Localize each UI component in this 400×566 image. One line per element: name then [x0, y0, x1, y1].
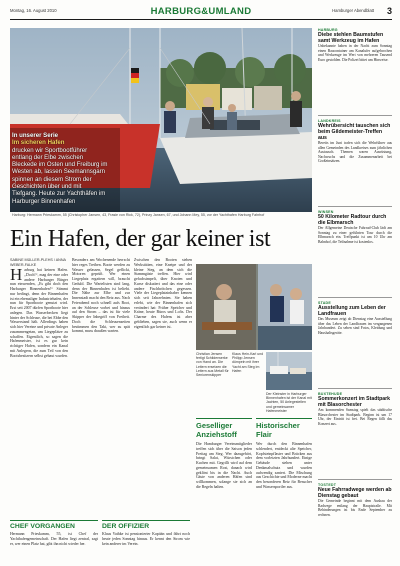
- sidebar-headline: 50 Kilometer Radtour durch die Elbmarsch: [318, 214, 387, 226]
- section-title-geselliger: Geselliger Anziehstoff: [196, 421, 237, 439]
- canal-photo-image: [266, 352, 312, 390]
- section-flair: [256, 418, 312, 552]
- footer-mid-title: DER OFFIZIER: [102, 523, 150, 530]
- footer-rule: [102, 520, 190, 521]
- workshop-caption: Christian Jensen fertigt Schilderwerke von Hand an. Die Leitern ersetzen die Leitern aus Metall für Seniorenskipper: [196, 352, 229, 378]
- section-rule: [196, 418, 252, 419]
- sidebar-kicker: TOSTEDT: [318, 483, 337, 487]
- sidebar-kicker: WINSEN: [318, 210, 334, 214]
- article-column-2: [72, 258, 130, 516]
- section-title: HARBURG&UMLAND: [150, 6, 252, 17]
- sidebar-headline: Sommerkonzert im Stadtpark mit Blasorchester: [318, 396, 391, 408]
- canal-caption: Der Kleinster in Harburger Binnenhafen ist der Kanal mit Jachten, 50 Anlegestellen und gemeinsamer Hafenmeister: [266, 392, 312, 413]
- canal-photo: [266, 352, 312, 390]
- footer-rule: [10, 520, 98, 521]
- sidebar-item: [318, 28, 392, 112]
- footer-left-title: CHEF VORGANGEN: [10, 523, 75, 530]
- sidebar-headline: Wehrübersicht tauschen sich beim Gildemeister-Treffen aus: [318, 123, 391, 141]
- news-sidebar: [318, 28, 392, 558]
- sidebar-headline: Neue Fahrradwege werden ab Dienstag gebaut: [318, 487, 392, 499]
- paper-name: Hamburger Abendblatt: [332, 8, 374, 13]
- sidebar-divider: [318, 479, 392, 480]
- article-column-1: [10, 268, 68, 516]
- article-col2-text: Besonders am Wochenende herrscht hier reges Treiben. Boote werden zu Wasser gelassen, Segel geflickt, Motoren geprüft. Wer einen Liegeplatz ergattern will, braucht Geduld. Die Wartelisten sind lang, denn der Binnenhafen ist beliebt. Die Nähe zur Elbe und zur Innenstadt macht den Reiz aus. Nach Feierabend noch schnell aufs Boot, an der Schleuse vorbei und hinaus auf den Strom – das ist für viele Skipper der Inbegriff von Freiheit. Doch die Schleusenzeiten bestimmen den Takt, wer zu spät kommt, muss draußen warten.: [72, 258, 130, 334]
- sidebar-text: Der Allgemeine Deutsche Fahrrad-Club lädt am Sonntag zu einer geführten Tour durch die Elbmarsch ein. Treffpunkt ist um 10 Uhr am Bahnhof, die Teilnahme ist kostenlos.: [318, 226, 392, 244]
- article-headline: Ein Hafen, der gar keiner ist: [10, 226, 271, 252]
- section-text-flair: Wer durch den Binnenhafen schlendert, entdeckt alte Speicher, Kopfsteinpflaster und Brücken aus dem vorletzten Jahrhundert. Einige Gebäude stehen unter Denkmalschutz und wurden aufwendig saniert. Die Mischung aus Geschichte und Moderne macht den besonderen Reiz für Besucher und Wassersportler aus.: [256, 442, 312, 489]
- sidebar-text: Die Gemeinde beginnt mit dem Ausbau der Radwege entlang der Hauptstraße. Mit Behinderungen ist bis Ende September zu rechnen.: [318, 499, 392, 517]
- series-intro: [12, 132, 108, 205]
- drop-cap: H: [10, 268, 23, 284]
- workshop-photo-image: [196, 264, 312, 350]
- article-byline: SABINE MÜLLER-PLEHS / ANNA WEBER-FALKE: [10, 258, 66, 267]
- sidebar-kicker: HARBURG: [318, 28, 338, 32]
- sidebar-headline: Diebe stehlen Baumstufen samt Werkzeug im Hafen: [318, 32, 384, 44]
- article-column-3: [134, 258, 192, 516]
- section-geselliger: [196, 418, 252, 552]
- page-number: 3: [386, 6, 392, 16]
- article-col3-text: Zwischen den Booten stehen Werkstätten, eine Kneipe und der kleine Steg, an dem sich die Stammgäste treffen. Hier wird gefachsimpelt, über Knoten und Kurse diskutiert und das eine oder andere Fischbrötchen gegessen. Viele der Liegeplatzinhaber kennen sich seit Jahrzehnten. Sie haben erlebt, wie der Binnenhafen sich verändert hat: Früher Speicher und Kräne, heute Büros und Lofts. Der Charme des Hafens ist aber geblieben, sagen sie, auch wenn er eigentlich gar keiner ist.: [134, 258, 192, 329]
- sidebar-text: Am kommenden Samstag spielt das städtische Blasorchester im Stadtpark. Beginn ist um 17 Uhr, der Eintritt ist frei. Bei Regen fällt das Konzert aus.: [318, 408, 392, 426]
- section-text-geselliger: Die Hamburger Vereinsmitglieder treffen sich über die Saison jeden Freitag am Steg. Wer dazugehört, bringt Salat, Würstchen oder Kuchen mit. Gegrillt wird auf dem gemeinsamen Rost, danach wird geklönt bis in die Nacht. Auch Gäste von anderen Häfen sind willkommen, solange sie sich an die Regeln halten.: [196, 442, 252, 489]
- sidebar-headline: Ausstellung zum Leben der Landfrauen: [318, 305, 386, 317]
- sidebar-kicker: LANDKREIS: [318, 119, 341, 123]
- sidebar-kicker: BUXTEHUDE: [318, 392, 343, 396]
- yacht-caption: Klaus Hein-Karl und Philipp Jensen dümpeln mit ihrer Yacht am Steg im Hafen: [232, 352, 264, 373]
- footer-left-text: Hermann Prieskamm, 55, ist Chef der Yachthafengemeinschaft. Der Hafen liegt zentral, sagt er, wer einen Platz hat, gibt ihn nicht wieder her.: [10, 532, 98, 546]
- photo-credit: Harburg: Hermann Prieskamm, 55 (Christopher Jansen, 43, Frasie von Rick, 72), Prinzy Jansen, 67, und Johann Mey, 55, vor der Yachthafen Harburg Fahrhof: [12, 213, 265, 217]
- footer-box-mid: [102, 520, 190, 560]
- section-rule: [256, 418, 312, 419]
- sidebar-divider: [318, 297, 392, 298]
- sidebar-item: [318, 210, 392, 294]
- sidebar-divider: [318, 388, 392, 389]
- footer-mid-text: Klaus Vathke ist pensionierter Kapitän und fährt noch heute jeden Sonntag hinaus. Er kennt den Strom wie kein anderer im Verein.: [102, 532, 190, 546]
- sidebar-text: Unbekannte haben in der Nacht zum Sonntag einen Baucontainer am Kanalufer aufgebrochen und Werkzeuge im Wert von mehreren Tausend Euro gestohlen. Die Polizei bittet um Hinweise.: [318, 44, 392, 62]
- sidebar-divider: [318, 115, 392, 116]
- article-col1-text: arburg hat keinen Hafen. „Doch!“, mag der eine oder andere Harburger Bürger nun einwenden, „Es gibt doch den Harburger Binnenhafen!“ Stimmt nur bedingt, denn der Binnenhafen ist ein ehemaliger Industriehafen, der nun für Sportboote genutzt wird. Erst seit 2007 dürfen Sportboote hier anlegen. Das Wasserbecken liegt hinter der Schleuse, die bei Ebbe den Wasserstand hält. Allerdings haben sich hier Vereine und private Anleger zusammengetan, um Liegeplätze zu schaffen. Eigentlich, so sagen die Hafenmeister, ist es gar kein richtiger Hafen, sondern ein Kanal mit Anlegern, die zum Teil von den Bootsbesitzern selbst gebaut wurden.: [10, 268, 68, 358]
- series-intro-text: drucken wir Sportbootführer entlang der Elbe zwischen Bleckede im Osten und Freiburg im Westen ab, lassen Seemannsgarn spinnen an diesem Strom der Geschichten über und mit Tiefgang. Heute zur Yachthäfen im Harburger Binnenhafen: [12, 146, 108, 205]
- sidebar-text: Das Museum zeigt ab Dienstag eine Ausstellung über das Leben der Landfrauen im vergangenen Jahrhundert. Zu sehen sind Fotos, Kleidung und Haushaltsgeräte.: [318, 317, 392, 335]
- footer-box-left: [10, 520, 98, 560]
- sidebar-item: [318, 392, 392, 476]
- workshop-photo: [196, 264, 312, 350]
- sidebar-item: [318, 301, 392, 385]
- masthead: [10, 6, 392, 20]
- sidebar-divider: [318, 206, 392, 207]
- sidebar-item: [318, 483, 392, 566]
- section-title-flair: Historischer Flair: [256, 421, 300, 439]
- sidebar-text: Bereits im Juni trafen sich die Wehrführer aus allen Gemeinden des Landkreises zum jährlichen Austausch. Themen waren Ausrüstung, Nachwuchs und die Zusammenarbeit bei Großeinsätzen.: [318, 141, 392, 163]
- sidebar-kicker: STADE: [318, 301, 331, 305]
- series-intro-title: Im sicheren Hafen: [12, 139, 65, 147]
- sidebar-item: [318, 119, 392, 203]
- series-intro-lead: In unserer Serie: [12, 132, 59, 139]
- issue-date: Montag, 16. August 2010: [10, 8, 57, 13]
